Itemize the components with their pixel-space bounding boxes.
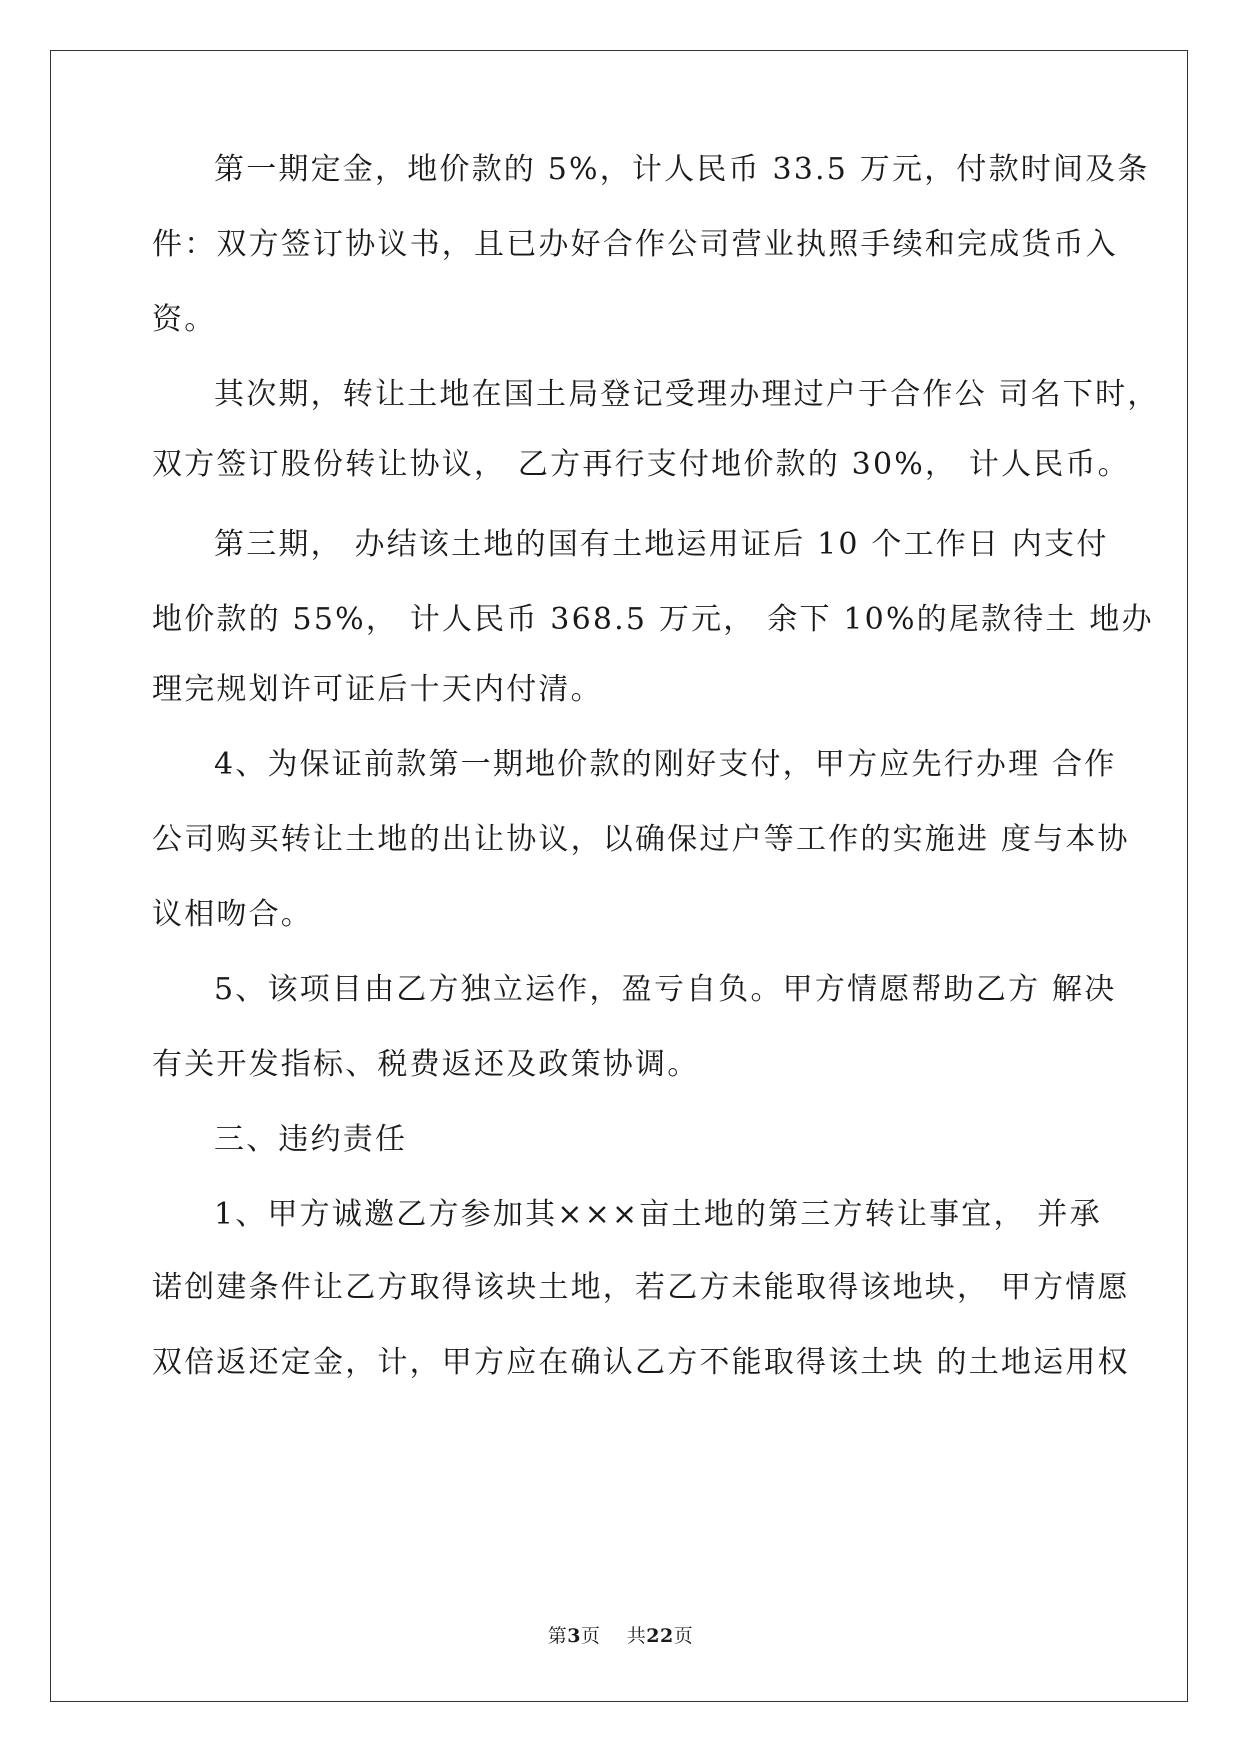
text-line: 议相吻合。 (152, 897, 313, 932)
text-line: 第一期定金，地价款的 5%，计人民币 33.5 万元，付款时间及条 (214, 152, 1150, 187)
text-line: 1、甲方诚邀乙方参加其×××亩土地的第三方转让事宜， 并承 (214, 1197, 1102, 1232)
text-line: 双倍返还定金，计，甲方应在确认乙方不能取得该土块 的土地运用权 (152, 1345, 1130, 1380)
page-footer (0, 1621, 1241, 1648)
page-number: 3 (567, 1625, 582, 1647)
text-line: 件：双方签订协议书，且已办好合作公司营业执照手续和完成货币入 (152, 227, 1118, 262)
total-pages: 22 (646, 1625, 674, 1647)
text-line: 其次期，转让土地在国土局登记受理办理过户于合作公 司名下时， (214, 377, 1160, 412)
text-line: 有关开发指标、税费返还及政策协调。 (152, 1047, 700, 1082)
text-line: 4、为保证前款第一期地价款的刚好支付，甲方应先行办理 合作 (214, 747, 1117, 782)
text-line: 地价款的 55%， 计人民币 368.5 万元， 余下 10%的尾款待土 地办 (152, 602, 1154, 637)
text-line: 双方签订股份转让协议， 乙方再行支付地价款的 30%， 计人民币。 (152, 447, 1130, 482)
text-line: 资。 (152, 302, 217, 337)
total-prefix: 共 (626, 1625, 647, 1647)
page-border (50, 50, 1188, 1702)
page-prefix: 第 (547, 1625, 568, 1647)
text-line: 公司购买转让土地的出让协议，以确保过户等工作的实施进 度与本协 (152, 822, 1130, 857)
text-line: 诺创建条件让乙方取得该块土地，若乙方未能取得该地块， 甲方情愿 (152, 1270, 1130, 1305)
page-suffix: 页 (581, 1625, 601, 1647)
text-line: 第三期， 办结该土地的国有土地运用证后 10 个工作日 内支付 (214, 527, 1109, 562)
total-suffix: 页 (673, 1625, 694, 1647)
text-line: 理完规划许可证后十天内付清。 (152, 672, 603, 707)
section-heading: 三、违约责任 (214, 1122, 408, 1157)
text-line: 5、该项目由乙方独立运作，盈亏自负。甲方情愿帮助乙方 解决 (214, 972, 1117, 1007)
